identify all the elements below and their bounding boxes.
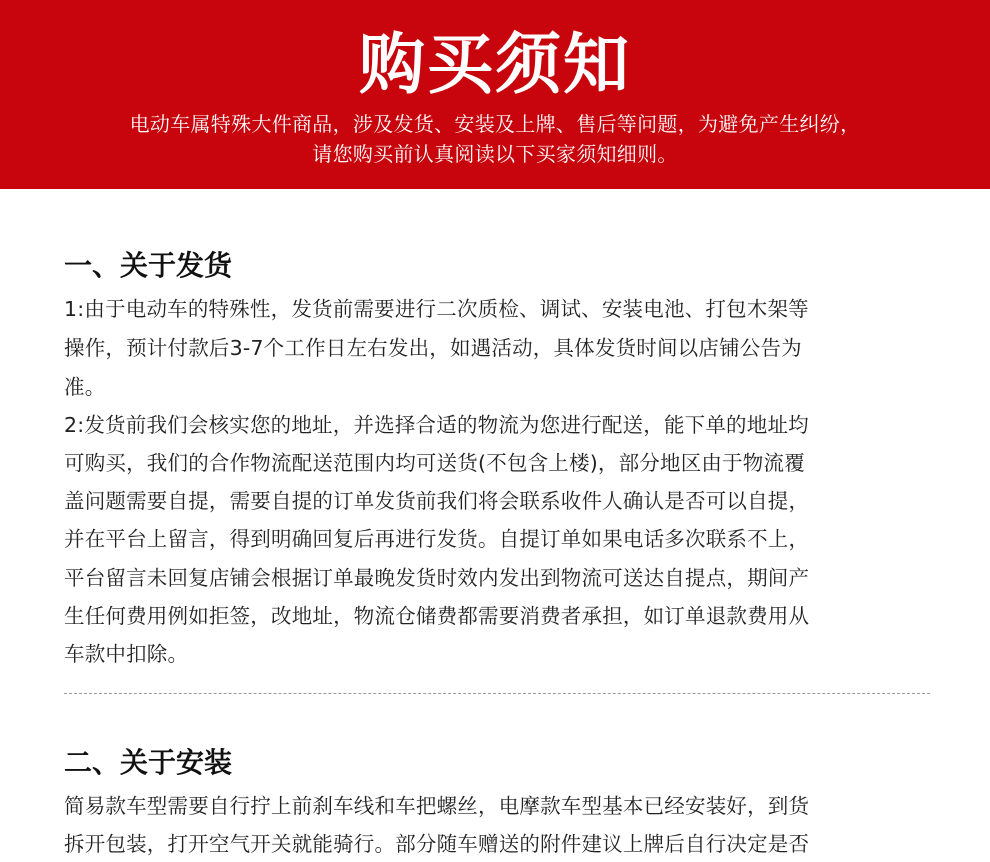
shipping-text-line: 可购买，我们的合作物流配送范围内均可送货(不包含上楼)，部分地区由于物流覆 <box>64 451 805 475</box>
section-divider <box>64 693 930 694</box>
banner-subtitle-line-1: 电动车属特殊大件商品，涉及发货、安装及上牌、售后等问题，为避免产生纠纷， <box>129 112 861 136</box>
shipping-text-line: 2:发货前我们会核实您的地址，并选择合适的物流为您进行配送，能下单的地址均 <box>64 413 809 437</box>
shipping-text-line: 车款中扣除。 <box>64 642 189 666</box>
banner-title: 购买须知 <box>359 26 631 103</box>
shipping-text-line: 操作，预计付款后3-7个工作日左右发出，如遇活动，具体发货时间以店铺公告为 <box>64 336 802 360</box>
banner-subtitle-line-2: 请您购买前认真阅读以下买家须知细则。 <box>312 142 678 166</box>
shipping-text-line: 生任何费用例如拒签，改地址，物流仓储费都需要消费者承担，如订单退款费用从 <box>64 604 810 628</box>
notice-banner <box>0 0 990 189</box>
installation-section-heading: 二、关于安装 <box>64 746 233 779</box>
shipping-text-line: 盖问题需要自提，需要自提的订单发货前我们将会联系收件人确认是否可以自提， <box>64 489 810 513</box>
shipping-text-line: 1:由于电动车的特殊性，发货前需要进行二次质检、调试、安装电池、打包木架等 <box>64 297 809 321</box>
shipping-section-heading: 一、关于发货 <box>64 249 233 282</box>
shipping-text-line: 并在平台上留言，得到明确回复后再进行发货。自提订单如果电话多次联系不上， <box>64 527 810 551</box>
shipping-text-line: 平台留言未回复店铺会根据订单最晚发货时效内发出到物流可送达自提点，期间产 <box>64 566 810 590</box>
installation-text-line: 拆开包装，打开空气开关就能骑行。部分随车赠送的附件建议上牌后自行决定是否 <box>64 832 810 856</box>
shipping-text-line: 准。 <box>64 375 106 399</box>
installation-text-line: 简易款车型需要自行拧上前刹车线和车把螺丝，电摩款车型基本已经安装好，到货 <box>64 794 810 818</box>
